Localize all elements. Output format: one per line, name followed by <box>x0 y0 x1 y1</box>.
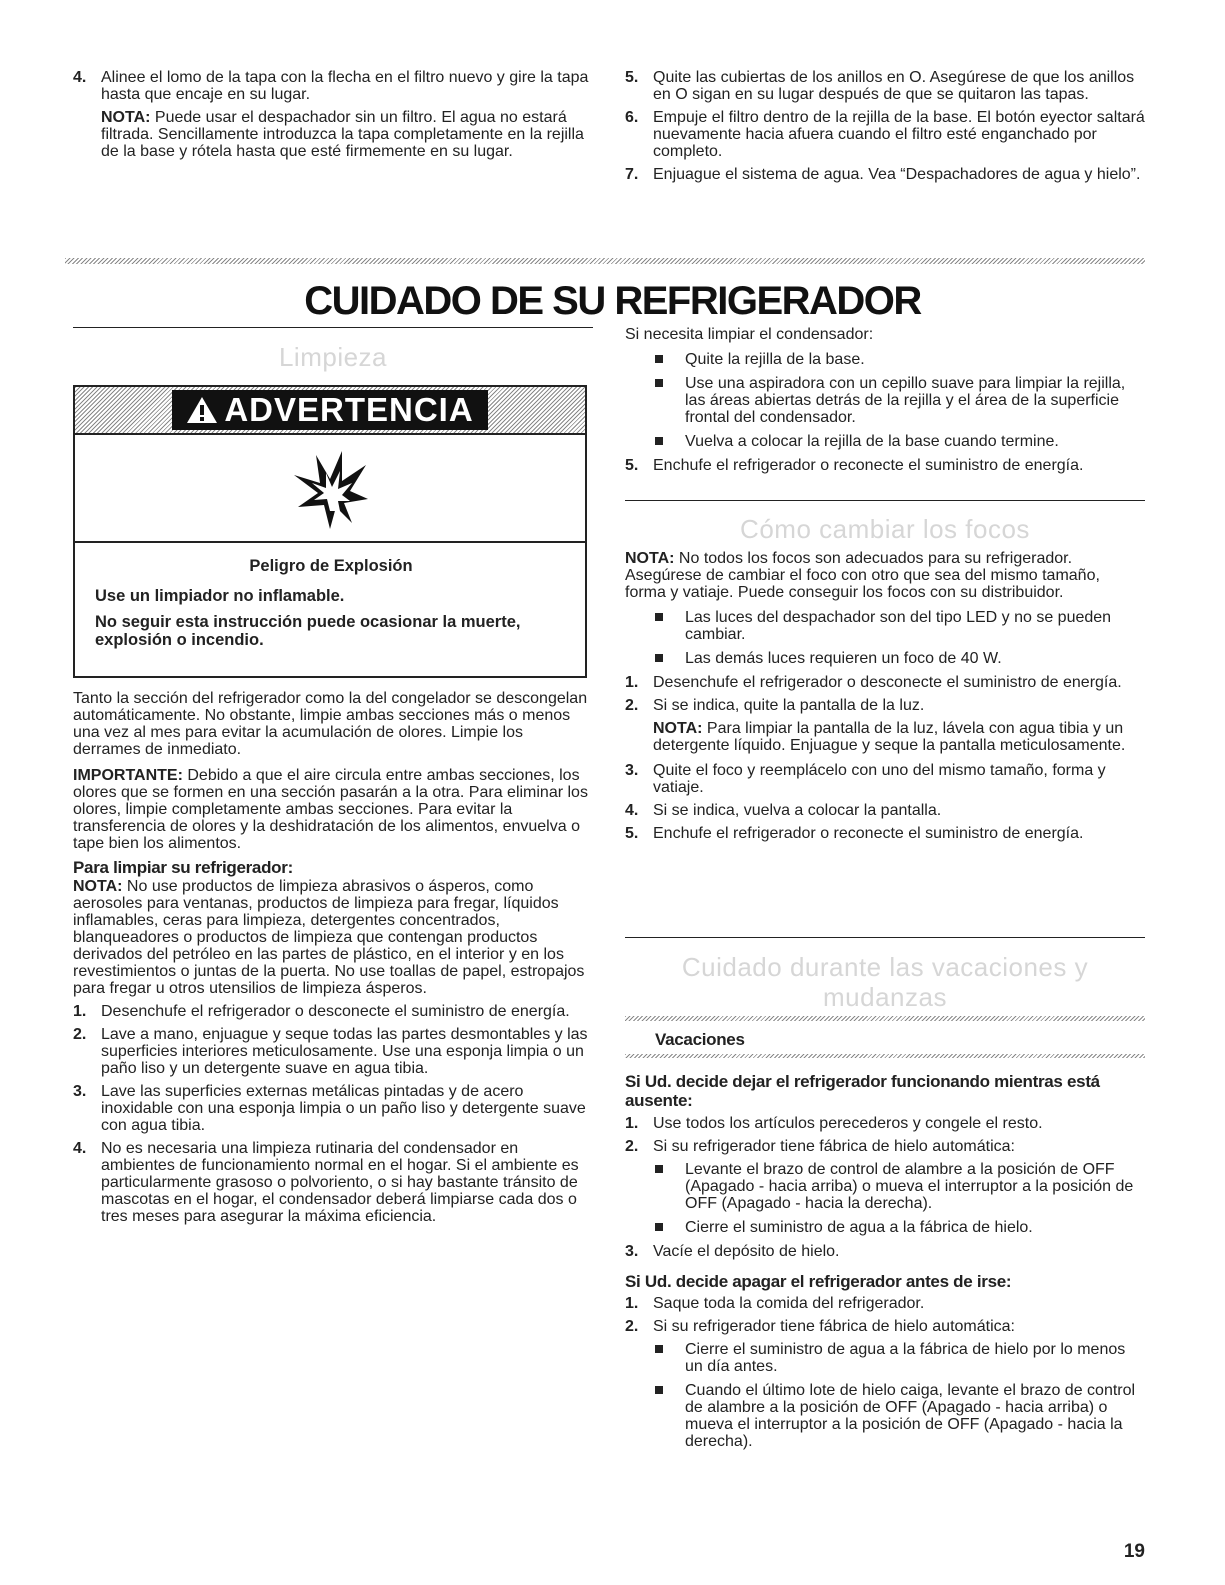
important-paragraph: IMPORTANTE: Debido a que el aire circula entre ambas secciones, los olores que se formen en una sección pasarán a la otra. Para eliminar los olores, limpie completamente ambas secciones. Para evitar la transferencia de olores y la deshidratación de los alimentos, envuelva o tape bien los alimentos. <box>73 767 588 852</box>
hazard-title: Peligro de Explosión <box>249 557 413 575</box>
list-item: 7. Enjuague el sistema de agua. Vea “Despachadores de agua y hielo”. <box>625 166 1141 183</box>
warning-box <box>73 385 587 678</box>
condensador-block <box>625 326 1145 480</box>
section-heading-limpieza: Limpieza <box>278 342 388 372</box>
focos-block <box>625 550 1145 848</box>
explosion-icon <box>290 445 370 531</box>
subheading: Si Ud. decide dejar el refrigerador funcionando mientras está ausente: <box>625 1072 1100 1110</box>
section-rule <box>625 500 1145 501</box>
list-item: 4. Si se indica, vuelva a colocar la pantalla. <box>625 802 942 819</box>
list-item: Quite la rejilla de la base. <box>653 351 1145 368</box>
list-item: 2. Si su refrigerador tiene fábrica de hielo automática: <box>625 1138 1015 1155</box>
bullet-icon <box>655 1223 663 1231</box>
page-number: 19 <box>1123 1541 1145 1562</box>
list-item: Cuando el último lote de hielo caiga, levante el brazo de control de alambre a la posición de OFF (Apagado - hacia arriba) o mueva el interruptor a la posición de OFF (Apagado - hacia la derecha). <box>653 1382 1145 1450</box>
list-item: Use una aspiradora con un cepillo suave para limpiar la rejilla, las áreas abiertas detrás de la rejilla y el área de la superficie frontal del condensador. <box>653 375 1145 426</box>
note-paragraph: NOTA: Puede usar el despachador sin un filtro. El agua no estará filtrada. Sencillamente introduzca la tapa completamente en la rejilla de la base y rótela hasta que esté firmemente en su lugar. <box>101 109 584 160</box>
subsection-divider <box>625 1054 1145 1058</box>
list-item: 5. Enchufe el refrigerador o reconecte el suministro de energía. <box>625 825 1084 842</box>
list-item: 4. Alinee el lomo de la tapa con la flecha en el filtro nuevo y gire la tapa hasta que encaje en su lugar. <box>73 69 589 103</box>
warning-line: Use un limpiador no inflamable. <box>95 587 345 605</box>
warning-triangle-icon <box>186 395 218 425</box>
list-item: Levante el brazo de control de alambre a la posición de OFF (Apagado - hacia arriba) o mueva el interruptor a la posición de OFF (Apagado - hacia la derecha). <box>653 1161 1145 1212</box>
list-item: 1. Saque toda la comida del refrigerador. <box>625 1295 925 1312</box>
list-item: 3. Vacíe el depósito de hielo. <box>625 1243 840 1260</box>
list-item: 2. Lave a mano, enjuague y seque todas las partes desmontables y las superficies interiores meticulosamente. Use una esponja limpia o un paño liso y un detergente suave en agua tibia. <box>73 1026 588 1077</box>
page-title: CUIDADO DE SU REFRIGERADOR <box>304 279 921 323</box>
subheading: Si Ud. decide apagar el refrigerador antes de irse: <box>625 1272 1012 1291</box>
subsection-title: Vacaciones <box>655 1030 745 1049</box>
section-rule <box>625 937 1145 938</box>
list-item: 1. Use todos los artículos perecederos y congele el resto. <box>625 1115 1043 1132</box>
note-paragraph: NOTA: No use productos de limpieza abrasivos o ásperos, como aerosoles para ventanas, productos de limpieza para fregar, líquidos inflamables, ceras para limpieza, detergentes concentrados, blanqueadores o productos de limpieza que contengan productos derivados del petróleo en las partes de plástico, en el interior y en los revestimientos o juntas de la puerta. No use toallas de papel, estropajos para fregar u otros utensilios de limpieza ásperos. <box>73 878 585 997</box>
left-body <box>73 690 593 1231</box>
subsection-divider <box>625 1016 1145 1021</box>
note-paragraph: NOTA: No todos los focos son adecuados para su refrigerador. Asegúrese de cambiar el foco con otro que sea del mismo tamaño, forma y vatiaje. Puede conseguir los focos con su distribuidor. <box>625 550 1100 601</box>
bullet-icon <box>655 379 663 387</box>
section-heading-focos: Cómo cambiar los focos <box>740 514 1030 544</box>
list-item: Cierre el suministro de agua a la fábrica de hielo por lo menos un día antes. <box>653 1341 1145 1375</box>
list-item: 2. Si se indica, quite la pantalla de la luz. <box>625 697 925 714</box>
list-item: 6. Empuje el filtro dentro de la rejilla de la base. El botón eyector saltará nuevamente hacia afuera cuando el filtro esté enganchado por completo. <box>625 109 1145 160</box>
warning-title: ADVERTENCIA <box>172 390 487 430</box>
list-item: 3. Quite el foco y reemplácelo con uno del mismo tamaño, forma y vatiaje. <box>625 762 1106 796</box>
bullet-icon <box>655 1386 663 1394</box>
list-item: Las demás luces requieren un foco de 40 W. <box>653 650 1145 667</box>
list-item: Cierre el suministro de agua a la fábrica de hielo. <box>653 1219 1145 1236</box>
paragraph: Si necesita limpiar el condensador: <box>625 326 874 343</box>
bullet-icon <box>655 613 663 621</box>
list-item: 1. Desenchufe el refrigerador o desconecte el suministro de energía. <box>625 674 1122 691</box>
list-item: Vuelva a colocar la rejilla de la base cuando termine. <box>653 433 1145 450</box>
list-item: Las luces del despachador son del tipo LED y no se pueden cambiar. <box>653 609 1145 643</box>
bullet-icon <box>655 355 663 363</box>
section-rule <box>73 327 593 328</box>
note-paragraph: NOTA: Para limpiar la pantalla de la luz, lávela con agua tibia y un detergente líquido. Enjuague y seque la pantalla meticulosamente. <box>653 720 1126 754</box>
list-item: 5. Enchufe el refrigerador o reconecte el suministro de energía. <box>625 457 1084 474</box>
top-divider <box>65 258 1145 264</box>
list-item: 1. Desenchufe el refrigerador o desconecte el suministro de energía. <box>73 1003 570 1020</box>
warning-line: No seguir esta instrucción puede ocasionar la muerte, explosión o incendio. <box>95 613 521 649</box>
subheading: Para limpiar su refrigerador: <box>73 858 293 877</box>
bullet-icon <box>655 1165 663 1173</box>
list-item: 5. Quite las cubiertas de los anillos en O. Asegúrese de que los anillos en O sigan en su lugar después de que se quitaron las tapas. <box>625 69 1135 103</box>
top-left-column <box>73 69 593 166</box>
list-item: 4. No es necesaria una limpieza rutinaria del condensador en ambientes de funcionamiento normal en el hogar. Si el ambiente es particularmente grasoso o polvoriento, o si hay bastante tránsito de mascotas en el hogar, el condensador deberá limpiarse cada dos o tres meses para asegurar la máxima eficiencia. <box>73 1140 579 1225</box>
top-right-column <box>625 69 1145 189</box>
bullet-icon <box>655 654 663 662</box>
bullet-icon <box>655 437 663 445</box>
paragraph: Tanto la sección del refrigerador como la del congelador se descongelan automáticamente. No obstante, limpie ambas secciones más o menos una vez al mes para evitar la acumulación de olores. Limpie los derrames de inmediato. <box>73 690 588 758</box>
section-heading-vacaciones: Cuidado durante las vacaciones y mudanzas <box>681 952 1089 1012</box>
bullet-icon <box>655 1345 663 1353</box>
list-item: 3. Lave las superficies externas metálicas pintadas y de acero inoxidable con una esponja limpia o un paño liso y detergente suave con agua tibia. <box>73 1083 586 1134</box>
list-item: 2. Si su refrigerador tiene fábrica de hielo automática: <box>625 1318 1015 1335</box>
vacaciones-block <box>625 1072 1145 1457</box>
